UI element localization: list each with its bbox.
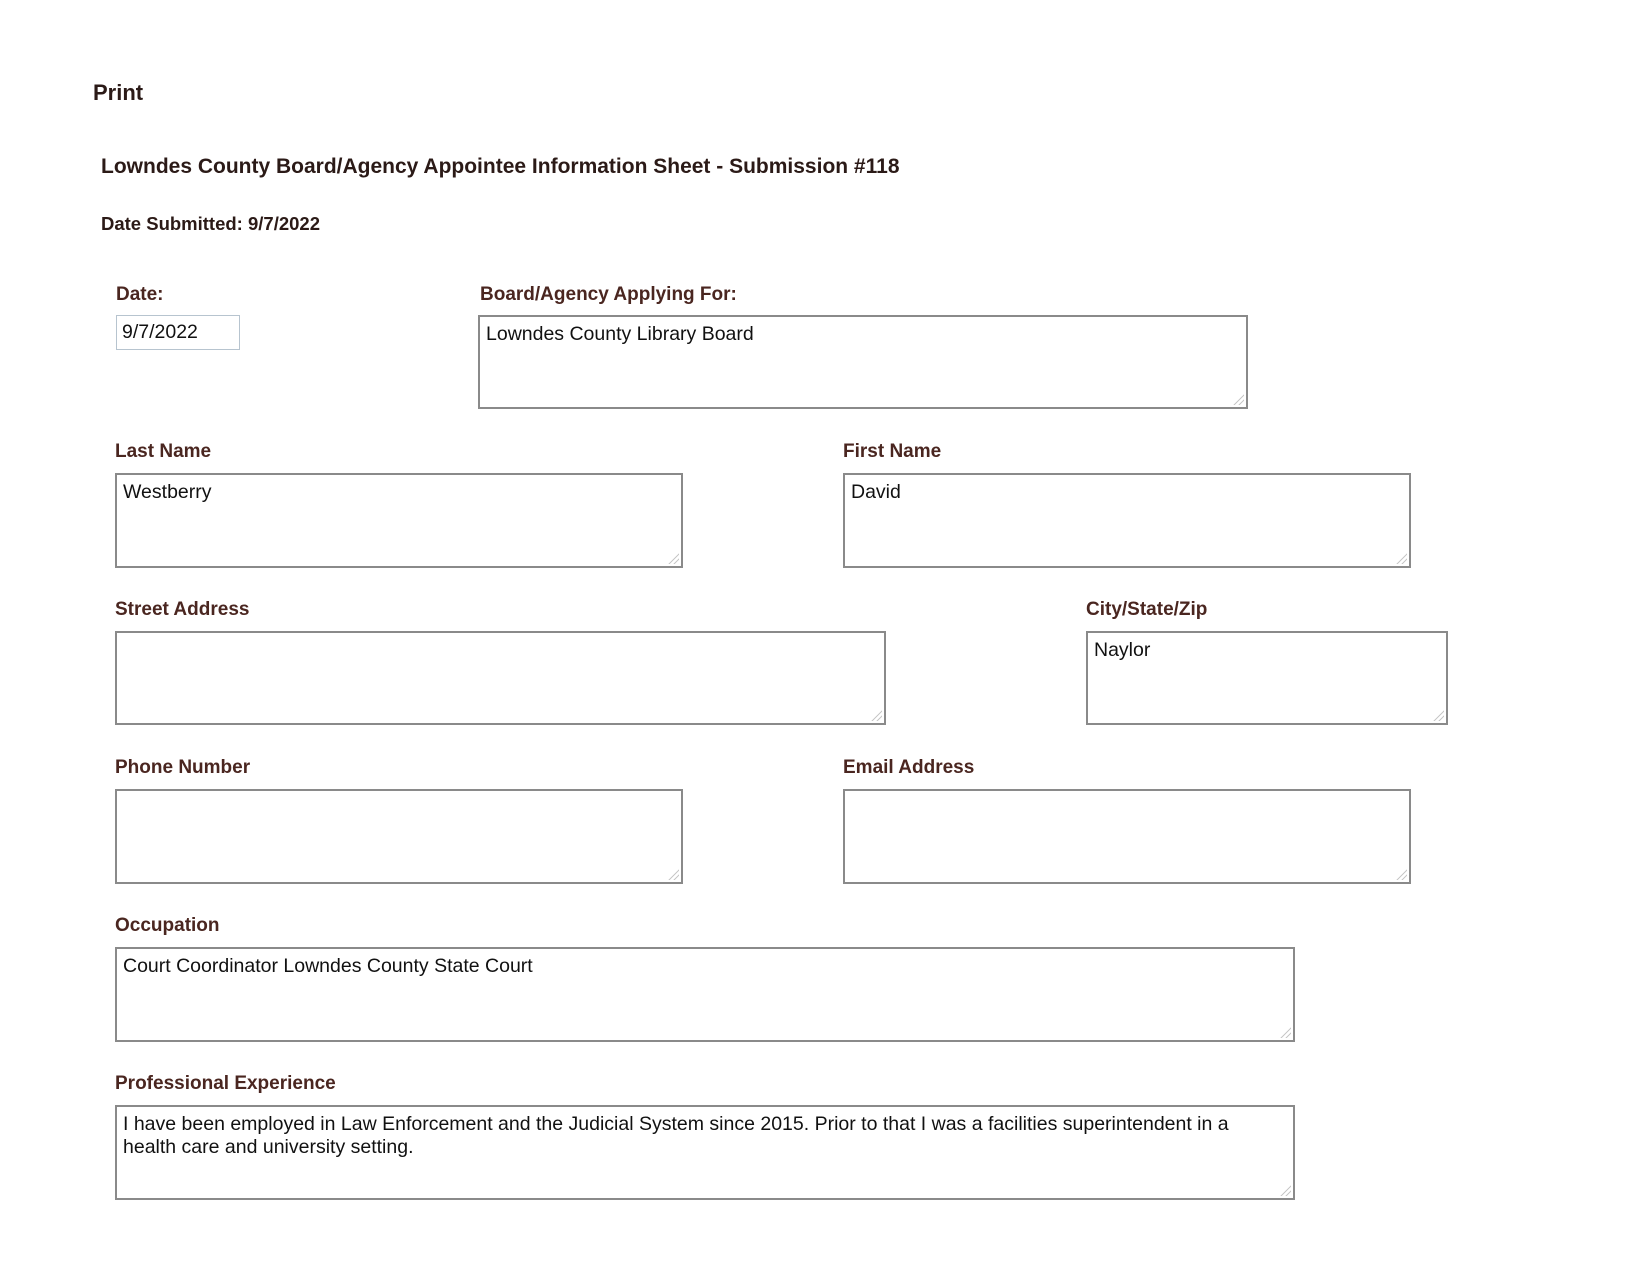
- street-address-field[interactable]: [115, 631, 886, 725]
- city-state-zip-field[interactable]: [1086, 631, 1448, 725]
- experience-field[interactable]: [115, 1105, 1295, 1200]
- first-name-value: David: [851, 481, 901, 503]
- email-label: Email Address: [843, 757, 975, 778]
- city-state-zip-value: Naylor: [1094, 639, 1151, 661]
- last-name-field[interactable]: [115, 473, 683, 568]
- date-value: 9/7/2022: [122, 321, 198, 343]
- email-field[interactable]: [843, 789, 1411, 884]
- resize-grip-icon[interactable]: [1395, 868, 1407, 880]
- resize-grip-icon[interactable]: [1279, 1184, 1291, 1196]
- resize-grip-icon[interactable]: [667, 552, 679, 564]
- occupation-value: Court Coordinator Lowndes County State Court: [123, 955, 533, 977]
- date-submitted: Date Submitted: 9/7/2022: [101, 213, 320, 234]
- resize-grip-icon[interactable]: [870, 709, 882, 721]
- experience-label: Professional Experience: [115, 1073, 336, 1094]
- board-label: Board/Agency Applying For:: [480, 284, 737, 305]
- first-name-label: First Name: [843, 441, 942, 462]
- city-state-zip-label: City/State/Zip: [1086, 599, 1208, 620]
- resize-grip-icon[interactable]: [1232, 393, 1244, 405]
- phone-label: Phone Number: [115, 757, 251, 778]
- occupation-field[interactable]: [115, 947, 1295, 1042]
- last-name-label: Last Name: [115, 441, 212, 462]
- board-value: Lowndes County Library Board: [486, 323, 754, 345]
- resize-grip-icon[interactable]: [667, 868, 679, 880]
- resize-grip-icon[interactable]: [1279, 1026, 1291, 1038]
- street-address-label: Street Address: [115, 599, 250, 620]
- phone-field[interactable]: [115, 789, 683, 884]
- page-title: Lowndes County Board/Agency Appointee Information Sheet - Submission #118: [101, 155, 900, 178]
- resize-grip-icon[interactable]: [1395, 552, 1407, 564]
- date-field[interactable]: [116, 315, 240, 350]
- board-field[interactable]: [478, 315, 1248, 409]
- experience-value: I have been employed in Law Enforcement and the Judicial System since 2015. Prior to that I was a facilities superintendent in a health care and university setting.: [123, 1113, 1235, 1158]
- resize-grip-icon[interactable]: [1432, 709, 1444, 721]
- last-name-value: Westberry: [123, 481, 212, 503]
- occupation-label: Occupation: [115, 915, 220, 936]
- print-link[interactable]: Print: [93, 80, 144, 105]
- date-label: Date:: [116, 284, 164, 305]
- first-name-field[interactable]: [843, 473, 1411, 568]
